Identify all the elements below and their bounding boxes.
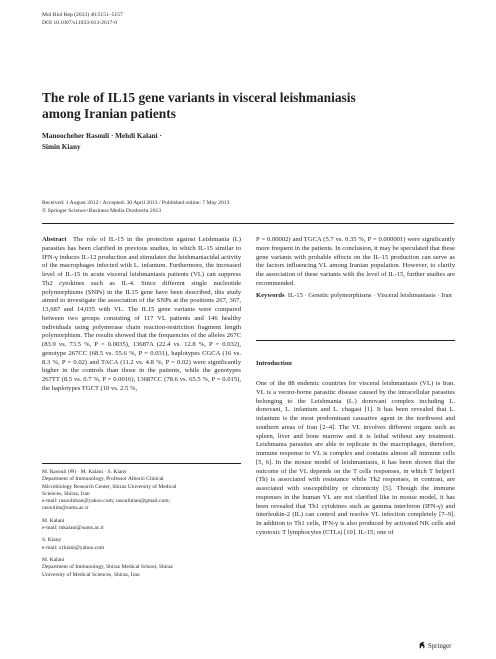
keywords-divider	[256, 340, 455, 341]
publication-history	[42, 199, 442, 215]
affiliations	[42, 469, 241, 579]
affiliation-line: Sciences, Shiraz, Iran	[42, 490, 90, 497]
abstract-continuation-text: P = 0.00002) and TGCA (5.7 vs. 0.35 %, P = 0.000001) were significantly more frequent in the patients. In conclusion, it may be speculated that these gene variants with probable effects on the IL-15 production can serve as the factors influencing VL among Iranian population. However, to clarify the association of these variants with the level of IL-15, further studies are recommended.	[256, 236, 455, 287]
springer-horse-icon	[418, 641, 426, 649]
affiliation-email[interactable]: rasoulim@sums.ac.ir	[42, 505, 89, 512]
article-title	[42, 90, 422, 122]
keywords-section	[256, 292, 455, 301]
affiliation-line: M. Rasouli (✉) · M. Kalani · S. Kiany	[42, 469, 127, 475]
affiliation-line: M. Kalani	[42, 517, 65, 524]
publisher-name: Springer	[428, 643, 452, 650]
affiliation-line: Department of Immunology, Professor Alborzi Clinical	[42, 476, 164, 483]
introduction-text: One of the 88 endemic countries for visceral leishmaniasis (VL) is Iran. VL is a vector-borne parasitic disease caused by the intracellular parasites belonging to the Leishmania (L.) donovani complex including L. donovani, L. infantum and L. chagasi [1]. It has been revealed that L. infantum is the most predominant causative agent in the northwest and southern areas of Iran [2–4]. The VL involves different organs such as spleen, liver and bone marrow and it is lethal without any treatment. Leishmania parasites are able to replicate in the macrophages, therefore, immune response to VL is complex and contains almost all immune cells [5, 6]. In the mouse model of leishmaniasis, it has been shown that the outcome of the VL depends on the T cells responses, in which T helper1 (Th) is associated with resistance while Th2 responses, in contrast, are associated with susceptibility or chronicity [5]. Though the immune responses in the human VL are not clarified like in mouse model, it has been revealed that Th1 cytokines such as gamma interferon (IFN-γ) and interleukin-2 (IL) can control and resolve VL infection completely [7–9]. In addition to Th1 cells, IFN-γ is also produced by activated NK cells and cytotoxic T lymphocytes (CTLs) [10]. IL-15; one of	[256, 380, 455, 536]
author-list	[42, 131, 342, 152]
journal-citation: Mol Biol Rep (2013) 40:5151–5157	[42, 12, 123, 18]
keywords-label: Keywords	[256, 292, 285, 299]
authors-line-1: Manoocheher Rasouli · Mehdi Kalani ·	[42, 132, 162, 140]
abstract-label: Abstract	[42, 236, 67, 243]
affiliation-line: M. Kalani	[42, 556, 65, 563]
doi[interactable]: DOI 10.1007/s11033-013-2617-0	[42, 20, 117, 27]
publisher-logo	[418, 641, 451, 650]
affiliation-email[interactable]: e-mail: mkalani@sums.ac.ir	[42, 525, 105, 532]
introduction-section	[256, 380, 455, 538]
copyright-line: © Springer Science+Business Media Dordrecht 2013	[42, 208, 162, 215]
dates-line: Received: 1 August 2012 / Accepted: 30 April 2013 / Published online: 7 May 2013	[42, 200, 230, 206]
abstract-continuation	[256, 236, 455, 289]
title-line-1: The role of IL15 gene variants in visceral leishmaniasis	[42, 90, 356, 105]
introduction-heading: Introduction	[256, 360, 292, 367]
title-line-2: among Iranian patients	[42, 106, 176, 121]
abstract-section	[42, 236, 241, 394]
journal-header	[42, 11, 123, 27]
affiliation-line: Microbiology Research Center, Shiraz University of Medical	[42, 483, 177, 490]
affiliation-divider	[42, 463, 241, 464]
affiliation-email[interactable]: e-mail: rasouliman@yahoo.com; rasouliman@gmail.com;	[42, 498, 171, 505]
affiliation-line: S. Kiany	[42, 537, 62, 544]
affiliation-line: University of Medical Sciences, Shiraz, Iran	[42, 571, 140, 578]
authors-line-2: Simin Kiany	[42, 142, 81, 151]
header-divider	[42, 223, 454, 224]
abstract-text: The role of IL-15 in the protection against Leishmania (L) parasites has been clarified in previous studies, in which IL-15 similar to IFN-γ induces IL-12 production and stimulates the leishmaniacidal activity of the macrophages infected with L. infantum. Furthermore, the increased level of IL-15 in acute visceral leishmaniasis patients (VL) can suppress Th2 cytokines such as IL-4. Since different single nucleotide polymorphisms (SNPs) in the IL15 gene have been described, this study aimed to investigate the association of the SNPs at the positions 267, 367, 13,687 and 14,035 with VL. The IL15 gene variants were compared between two groups consisting of 117 VL patients and 146 healthy individuals using polymerase chain reaction-restriction fragment length polymorphism. The results showed that the frequencies of the alleles 267C (83.9 vs. 73.5 %, P = 0.0035), 13687A (22.4 vs. 12.8 %, P = 0.032), genotype 267CC (68.5 vs. 55.6 %, P = 0.031), haplotypes CGCA (16 vs. 8.3 %, P = 0.02) and TACA (11.2 vs. 4.8 %, P = 0.02) were significantly higher in the controls than those in the patients, while the genotypes 267TT (8.5 vs. 0.7 %, P = 0.0016), 13687CC (78.6 vs. 65.5 %, P = 0.015), the haplotypes TGCT (10 vs. 2.5 %,	[42, 236, 241, 392]
affiliation-email[interactable]: e-mail: s1kiani@yahoo.com	[42, 544, 105, 551]
affiliation-line: Department of Immunology, Shiraz Medical School, Shiraz	[42, 564, 174, 571]
keywords-text: IL-15 · Genetic polymorphisms · Visceral leishmaniasis · Iran	[287, 292, 452, 299]
